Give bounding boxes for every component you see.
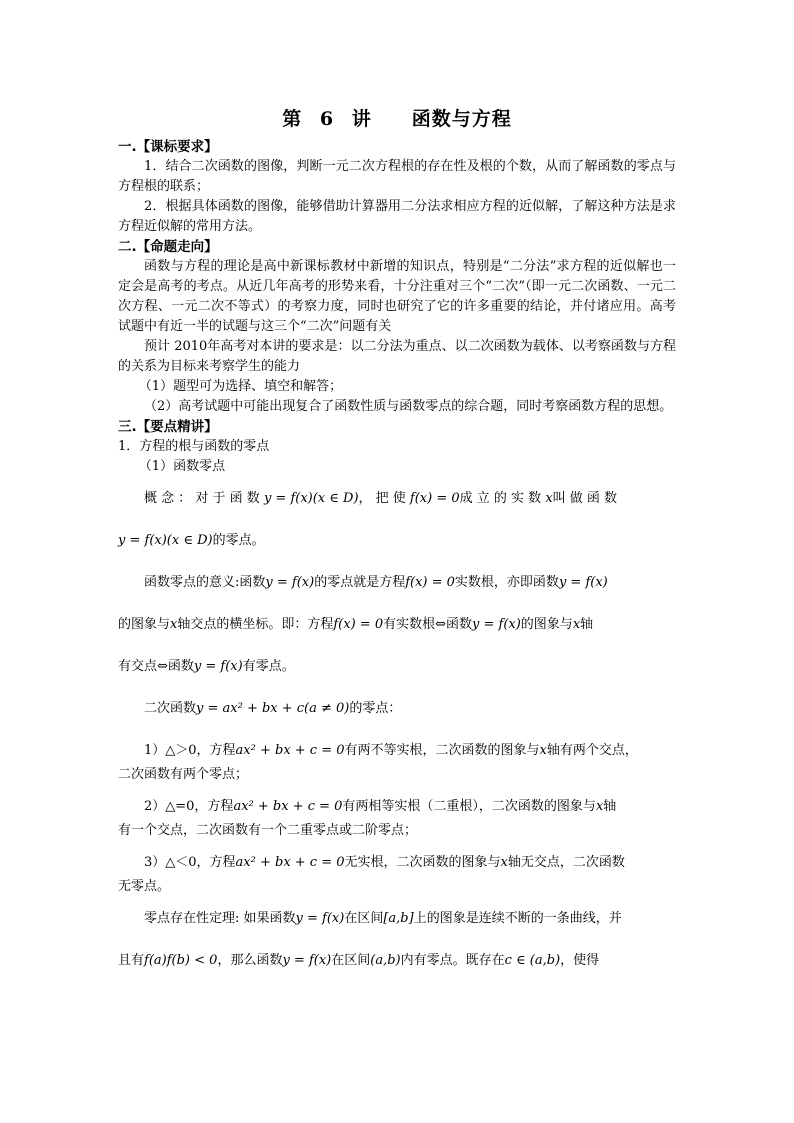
math: f(a)f(b) < 0 [144, 953, 218, 968]
text: 实数根，亦即函数 [454, 575, 559, 590]
math: f(x) = 0 [405, 575, 455, 590]
math: x [539, 743, 547, 758]
math: ax² + bx + c = 0 [233, 799, 343, 814]
text: 轴无交点，二次函数 [507, 855, 625, 870]
text: 成 立 的 实 数 [459, 491, 546, 506]
paragraph: 预计 2010年高考对本讲的要求是：以二分法为重点、以二次函数为载体、以考察函数与方程的关系为目标来考察学生的能力 [118, 339, 676, 374]
case-3-line-2: 无零点。 [118, 879, 171, 894]
math: y = f(x) [282, 953, 332, 968]
math: ax² + bx + c = 0 [235, 855, 345, 870]
paragraph: 函数与方程的理论是高中新课标教材中新增的知识点，特别是“二分法”求方程的近似解也一定会是高考的考点。从近几年高考的形势来看，十分注重对三个“二次”（即一元二次函数、一元二次方程、一元二次不等式）的考察力度，同时也研究了它的许多重要的结论，并付诸应用。高考试题中有近一半的试题与这三个“二次”问题有关 [118, 259, 676, 334]
text: 的图象与 [520, 617, 573, 632]
math: y = f(x) [295, 911, 345, 926]
text: ，那么函数 [217, 953, 283, 968]
math: y = f(x) [265, 575, 315, 590]
math: c ∈ (a,b) [504, 953, 561, 968]
text: 叫 做 函 数 [552, 491, 618, 506]
math: f(x) = 0 [333, 617, 384, 632]
math: y = f(x) [193, 659, 243, 674]
math: x [545, 491, 553, 506]
text: 的零点。 [212, 533, 265, 548]
text: ， 把 使 [358, 491, 410, 506]
section-heading-3: 三.【要点精讲】 [118, 419, 218, 435]
page-title: 第 6 讲 函数与方程 [282, 108, 512, 130]
text: 有实数根⇔函数 [383, 617, 472, 632]
section-heading-2: 二.【命题走向】 [118, 239, 218, 255]
case-1-line-2: 二次函数有两个零点； [118, 767, 249, 782]
paragraph: （1）题型可为选择、填空和解答； [138, 379, 343, 394]
paragraph: 2．根据具体函数的图像，能够借助计算器用二分法求相应方程的近似解，了解这种方法是求方程近似解的常用方法。 [118, 199, 676, 234]
math: [a,b] [383, 911, 414, 926]
meaning-line-3 [118, 657, 676, 677]
text: 概 念 ： 对 于 函 数 [144, 491, 264, 506]
math: x [170, 617, 178, 632]
theorem-line-2 [118, 951, 676, 971]
text: 2）△=0，方程 [144, 799, 234, 814]
math: y = f(x)(x ∈ D) [263, 491, 359, 506]
text: 有两不等实根，二次函数的图象与 [344, 743, 540, 758]
text: 在区间 [344, 911, 384, 926]
text: 在区间 [331, 953, 371, 968]
concept-line-2 [118, 531, 676, 551]
section-heading-1: 一.【课标要求】 [118, 139, 218, 155]
text: 的零点就是方程 [314, 575, 406, 590]
text: 上的图象是连续不断的一条曲线，并 [413, 911, 622, 926]
math: y = f(x)(x ∈ D) [118, 533, 213, 548]
math: x [572, 617, 581, 632]
concept-line [118, 489, 676, 509]
text: 有零点。 [242, 659, 295, 674]
case-3-line [118, 853, 676, 873]
text: 有两相等实根（二重根），二次函数的图象与 [342, 799, 596, 814]
text: 1）△＞0，方程 [144, 743, 236, 758]
meaning-line [118, 573, 676, 593]
text: 轴 [580, 617, 594, 632]
text: 内有零点。既存在 [400, 953, 505, 968]
sub-heading: （1）函数零点 [138, 459, 226, 474]
text: 的零点： [349, 701, 402, 716]
text: 零点存在性定理: 如果函数 [144, 911, 296, 926]
case-2-line [118, 797, 676, 817]
text: 轴交点的横坐标。即：方程 [177, 617, 334, 632]
text: 且有 [118, 953, 145, 968]
math: y = ax² + bx + c(a ≠ 0) [196, 701, 350, 716]
text: 无实根，二次函数的图象与 [344, 855, 501, 870]
text: 二次函数 [144, 701, 197, 716]
case-2-line-2: 有一个交点，二次函数有一个二重零点或二阶零点； [118, 823, 418, 838]
theorem-line [118, 909, 676, 929]
paragraph: （2）高考试题中可能出现复合了函数性质与函数零点的综合题，同时考察函数方程的思想。 [144, 399, 673, 414]
math: y = f(x) [558, 575, 608, 590]
text: 函数零点的意义:函数 [144, 575, 266, 590]
text: 的图象与 [118, 617, 171, 632]
quadratic-line [118, 699, 676, 719]
text: 轴 [603, 799, 617, 814]
math: ax² + bx + c = 0 [235, 743, 345, 758]
math: (a,b) [370, 953, 401, 968]
text: ，使得 [560, 953, 600, 968]
paragraph: 1．结合二次函数的图像，判断一元二次方程根的存在性及根的个数，从而了解函数的零点与方程根的联系； [118, 159, 676, 194]
case-1-line [118, 741, 676, 761]
math: f(x) = 0 [409, 491, 460, 506]
text: 3）△＜0，方程 [144, 855, 236, 870]
text: 轴有两个交点， [546, 743, 638, 758]
math: x [595, 799, 604, 814]
document-page [118, 104, 676, 971]
meaning-line-2 [118, 615, 676, 635]
text: 有交点⇔函数 [118, 659, 194, 674]
math: y = f(x) [472, 617, 521, 632]
math: x [500, 855, 508, 870]
list-item: 1．方程的根与函数的零点 [118, 439, 270, 454]
